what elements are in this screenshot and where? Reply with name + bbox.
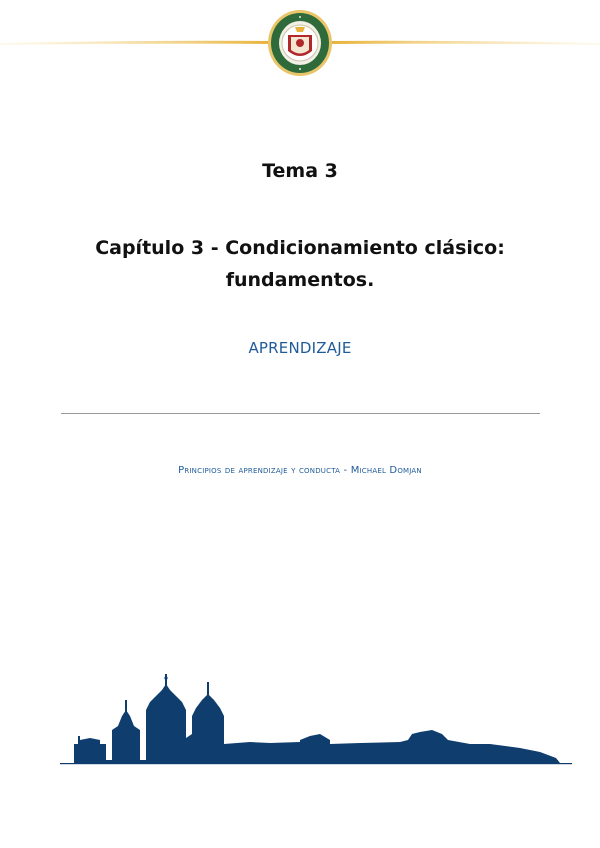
chapter-title <box>0 232 600 296</box>
city-skyline-illustration <box>0 660 600 780</box>
book-credit: Principios de aprendizaje y conducta - Michael Domjan <box>178 465 422 476</box>
divider <box>61 413 540 414</box>
chapter-title-line-1: Capítulo 3 - Condicionamiento clásico: <box>95 237 505 259</box>
subject-label: APRENDIZAJE <box>248 339 352 357</box>
chapter-title-line-2: fundamentos. <box>225 269 375 291</box>
university-seal-icon <box>267 9 333 77</box>
topic-title: Tema 3 <box>262 160 338 182</box>
